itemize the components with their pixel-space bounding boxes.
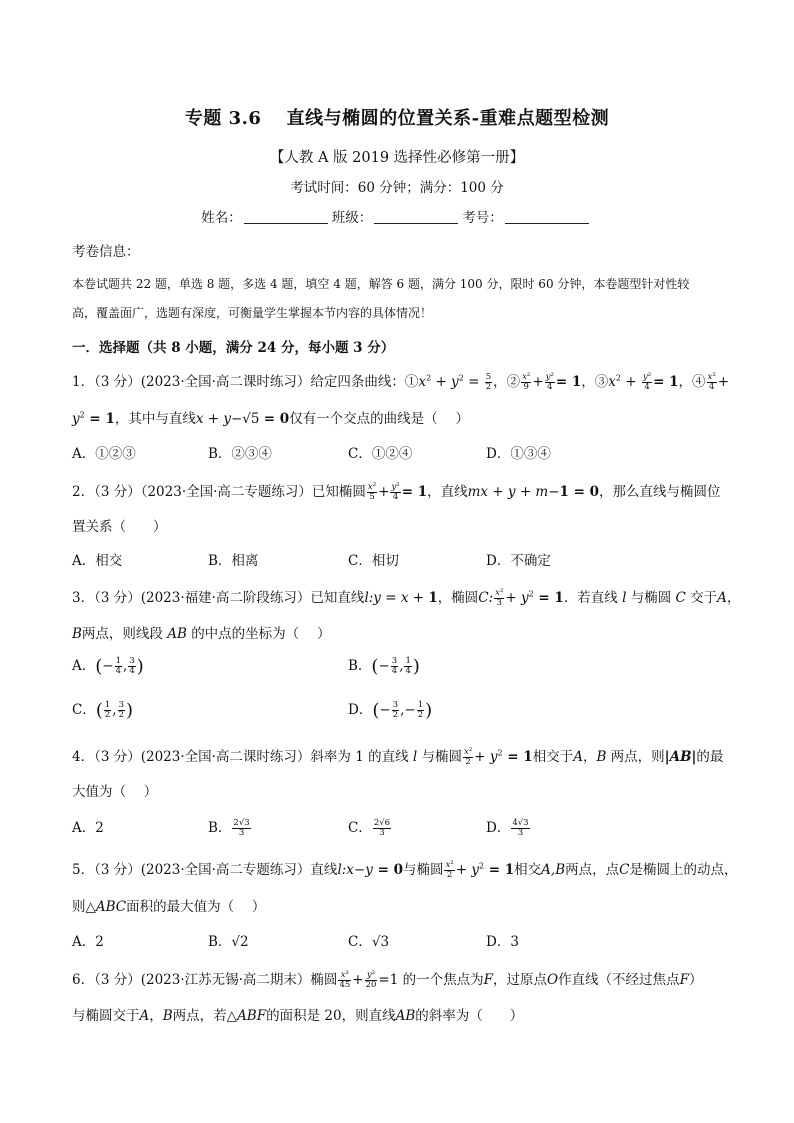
page-title: 专题 3.6 直线与椭圆的位置关系-重难点题型检测 <box>184 108 610 129</box>
question-2-option-a[interactable]: A．相交 <box>72 553 123 569</box>
question-3-option-b[interactable]: B．(− $\frac{3}{4}$ , $\frac{1}{4}$ ) <box>348 656 420 677</box>
question-2-option-c[interactable]: C．相切 <box>348 553 399 569</box>
student-fields <box>0 206 794 226</box>
question-1-option-d[interactable]: D．①③④ <box>486 446 551 462</box>
question-4-line-1: 4．（3 分）(2023·全国·高二课时练习）斜率为 1 的直线 l 与椭圆 $\frac{\text{x²}}{2}$ + $y^2 = 1$相交于A，B 两点，则|AB|的最 <box>72 747 724 767</box>
question-6-line-2: 与椭圆交于A，B两点，若△ABF的面积是 20，则直线AB的斜率为（ ） <box>72 1008 524 1024</box>
question-1-line-2: $y^2 = 1$，其中与直线x + y−√5 = 0仅有一个交点的曲线是（ ） <box>72 410 469 427</box>
question-5-option-d[interactable]: D．3 <box>486 934 519 950</box>
info-heading: 考卷信息： <box>72 244 140 260</box>
question-3-option-a[interactable]: A．(− $\frac{1}{4}$ , $\frac{3}{4}$ ) <box>72 656 144 677</box>
exam-time: 考试时间：60 分钟；满分：100 分 <box>290 180 504 196</box>
question-2-option-d[interactable]: D．不确定 <box>486 553 551 569</box>
question-4-option-d[interactable]: D． $\frac{4√3}{3}$ <box>486 818 529 838</box>
question-1-option-a[interactable]: A．①②③ <box>72 446 136 462</box>
info-line-1: 本卷试题共 22 题，单选 8 题，多选 4 题，填空 4 题，解答 6 题，满分 100 分，限时 60 分钟，本卷题型针对性较 <box>72 277 690 291</box>
question-4-option-c[interactable]: C． $\frac{2√6}{3}$ <box>348 818 391 838</box>
number-label: 考号： <box>462 210 503 226</box>
info-line-2: 高，覆盖面广，选题有深度，可衡量学生掌握本节内容的具体情况！ <box>72 306 433 320</box>
question-1-line-1: 1．（3 分）(2023·全国·高二课时练习）给定四条曲线：$①x^2 + y^2$ = $\frac{5}{2}$ ，② $\frac{\text{x²}}{9}$ + $\frac{\text{y²}}{4}$ = 1，$③x^2$ + $\frac{\text{y²}}{4}$ = 1，④ $\frac{\text{x²}}{4}$ + <box>72 372 730 392</box>
question-1-option-b[interactable]: B．②③④ <box>208 446 272 462</box>
question-5-line-2: 则△ABC面积的最大值为（ ） <box>72 899 266 915</box>
question-5-option-a[interactable]: A．2 <box>72 934 104 950</box>
question-3-option-c[interactable]: C．( $\frac{1}{2}$ , $\frac{3}{2}$ ) <box>72 700 134 721</box>
question-3-line-2: B两点，则线段 AB 的中点的坐标为（ ） <box>72 626 331 642</box>
class-label: 班级： <box>331 210 373 226</box>
question-5-option-c[interactable]: C．√3 <box>348 934 390 950</box>
question-5-line-1: 5．（3 分）(2023·全国·高二专题练习）直线l:x−y = 0与椭圆 $\frac{\text{x²}}{2}$ + $y^2 = 1$相交A,B两点，点C是椭圆上的动点， <box>72 860 738 880</box>
name-label: 姓名： <box>201 210 242 226</box>
question-2-line-1: 2．（3 分）（2023·全国·高二专题练习）已知椭圆 $\frac{\text{x²}}{5}$ + $\frac{\text{y²}}{4}$ = 1，直线mx + y + m−1 = 0，那么直线与椭圆位 <box>72 482 721 502</box>
section-heading: 一．选择题（共 8 小题，满分 24 分，每小题 3 分） <box>72 340 395 356</box>
question-1-option-c[interactable]: C．①②④ <box>348 446 413 462</box>
question-5-option-b[interactable]: B．√2 <box>208 934 249 950</box>
name-field[interactable] <box>244 209 328 224</box>
question-2-line-2: 置关系（ ） <box>72 519 167 535</box>
question-6-line-1: 6．（3 分）(2023·江苏无锡·高二期末）椭圆 $\frac{\text{x²}}{45}$ + $\frac{\text{y²}}{20}$ =1 的一个焦点为F，过原点O作直线（不经过焦点F） <box>72 970 703 990</box>
question-4-option-a[interactable]: A．2 <box>72 820 104 836</box>
question-2-option-b[interactable]: B．相离 <box>208 553 259 569</box>
class-field[interactable] <box>374 209 458 224</box>
question-4-option-b[interactable]: B． $\frac{2√3}{3}$ <box>208 818 250 838</box>
question-3-line-1: 3．（3 分）(2023·福建·高二阶段练习）已知直线l:y = x + 1，椭圆C: $\frac{\text{x²}}{3}$ + $y^2 = 1$．若直线 l 与椭圆 C 交于A， <box>72 588 741 608</box>
question-3-option-d[interactable]: D．(− $\frac{3}{2}$ ,− $\frac{1}{2}$ ) <box>348 700 433 721</box>
question-4-line-2: 大值为（ ） <box>72 784 158 800</box>
number-field[interactable] <box>505 209 589 224</box>
edition-subtitle: 【人教 A 版 2019 选择性必修第一册】 <box>269 150 525 166</box>
